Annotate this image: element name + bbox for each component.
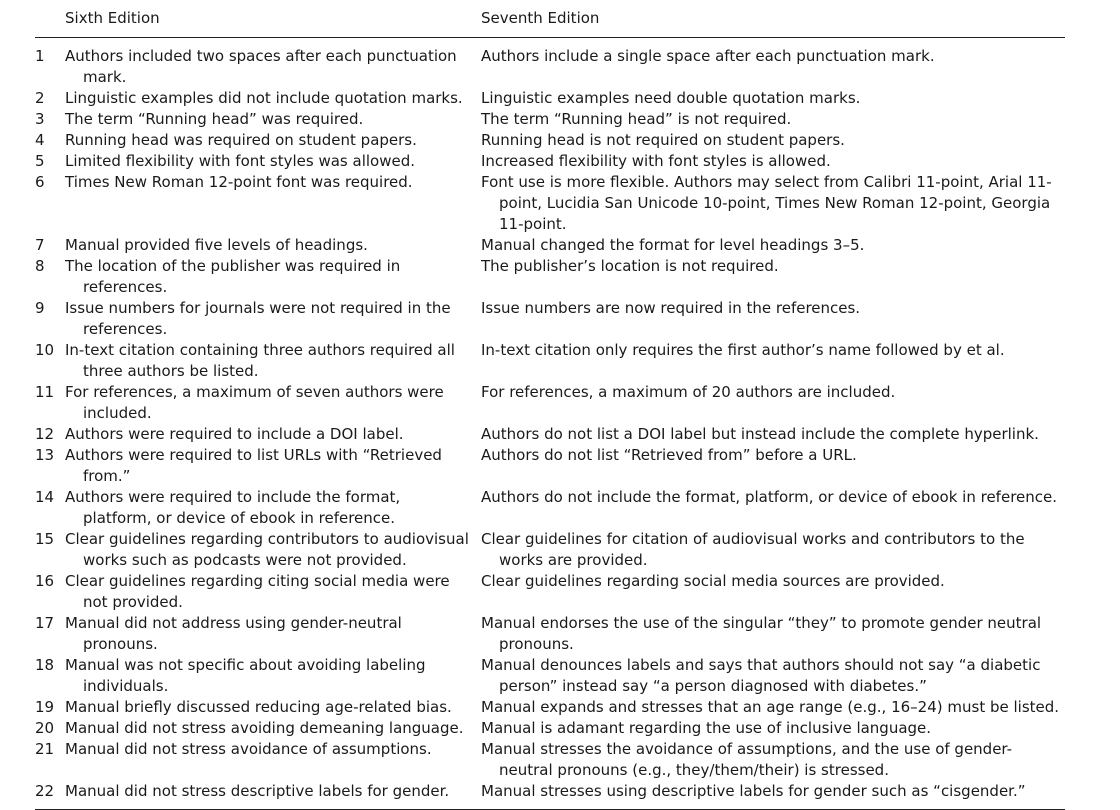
sixth-edition-cell xyxy=(65,697,481,718)
table-row xyxy=(35,718,1065,739)
sixth-edition-text: Authors were required to include the format, platform, or device of ebook in reference. xyxy=(65,488,401,527)
seventh-edition-text: The publisher’s location is not required. xyxy=(481,257,779,275)
seventh-edition-text: Issue numbers are now required in the references. xyxy=(481,299,861,317)
table-row xyxy=(35,340,1065,382)
sixth-edition-cell xyxy=(65,529,481,571)
table-row xyxy=(35,235,1065,256)
sixth-edition-cell xyxy=(65,382,481,424)
seventh-edition-cell xyxy=(481,151,1065,172)
table-row xyxy=(35,256,1065,298)
sixth-edition-cell xyxy=(65,298,481,340)
table-row xyxy=(35,571,1065,613)
row-number: 8 xyxy=(35,257,45,275)
row-number: 14 xyxy=(35,488,55,506)
table-row xyxy=(35,487,1065,529)
table-row xyxy=(35,130,1065,151)
row-number: 19 xyxy=(35,698,55,716)
seventh-edition-text: Manual expands and stresses that an age range (e.g., 16–24) must be listed. xyxy=(481,698,1060,716)
header-number xyxy=(35,4,65,38)
row-number: 6 xyxy=(35,173,45,191)
sixth-edition-cell xyxy=(65,38,481,89)
seventh-edition-cell xyxy=(481,529,1065,571)
header-seventh-edition: Seventh Edition xyxy=(481,4,1065,38)
table-row xyxy=(35,38,1065,89)
sixth-edition-text: For references, a maximum of seven authors were included. xyxy=(65,383,444,422)
row-number: 13 xyxy=(35,446,55,464)
sixth-edition-text: In-text citation containing three authors required all three authors be listed. xyxy=(65,341,455,380)
sixth-edition-text: Running head was required on student papers. xyxy=(65,131,417,149)
sixth-edition-text: Manual briefly discussed reducing age-related bias. xyxy=(65,698,452,716)
sixth-edition-text: Manual provided five levels of headings. xyxy=(65,236,368,254)
sixth-edition-cell xyxy=(65,151,481,172)
sixth-edition-cell xyxy=(65,613,481,655)
table-body xyxy=(35,38,1065,810)
seventh-edition-cell xyxy=(481,298,1065,340)
seventh-edition-cell xyxy=(481,382,1065,424)
seventh-edition-cell xyxy=(481,655,1065,697)
row-number: 20 xyxy=(35,719,55,737)
table-row xyxy=(35,529,1065,571)
sixth-edition-text: Authors were required to include a DOI label. xyxy=(65,425,404,443)
sixth-edition-cell xyxy=(65,172,481,235)
seventh-edition-cell xyxy=(481,130,1065,151)
sixth-edition-text: Manual did not stress avoiding demeaning language. xyxy=(65,719,464,737)
row-number: 7 xyxy=(35,236,45,254)
seventh-edition-text: Manual stresses using descriptive labels for gender such as “cisgender.” xyxy=(481,782,1026,800)
sixth-edition-text: Authors were required to list URLs with “Retrieved from.” xyxy=(65,446,442,485)
table-row xyxy=(35,109,1065,130)
table-row xyxy=(35,88,1065,109)
seventh-edition-text: Increased flexibility with font styles is allowed. xyxy=(481,152,831,170)
table-row xyxy=(35,298,1065,340)
row-number: 9 xyxy=(35,299,45,317)
sixth-edition-cell xyxy=(65,487,481,529)
sixth-edition-cell xyxy=(65,739,481,781)
seventh-edition-cell xyxy=(481,38,1065,89)
sixth-edition-text: The term “Running head” was required. xyxy=(65,110,364,128)
table-row xyxy=(35,613,1065,655)
seventh-edition-cell xyxy=(481,340,1065,382)
seventh-edition-text: Manual stresses the avoidance of assumptions, and the use of gender-neutral pronouns (e.g., they/them/their) is stressed. xyxy=(481,740,1013,779)
seventh-edition-text: In-text citation only requires the first author’s name followed by et al. xyxy=(481,341,1005,359)
seventh-edition-text: Authors do not list “Retrieved from” before a URL. xyxy=(481,446,857,464)
sixth-edition-cell xyxy=(65,109,481,130)
sixth-edition-cell xyxy=(65,88,481,109)
sixth-edition-cell xyxy=(65,655,481,697)
seventh-edition-text: Manual changed the format for level headings 3–5. xyxy=(481,236,865,254)
table-row xyxy=(35,697,1065,718)
table-row xyxy=(35,172,1065,235)
sixth-edition-cell xyxy=(65,424,481,445)
row-number: 18 xyxy=(35,656,55,674)
sixth-edition-text: Authors included two spaces after each punctuation mark. xyxy=(65,47,457,86)
row-number: 17 xyxy=(35,614,55,632)
seventh-edition-text: Linguistic examples need double quotation marks. xyxy=(481,89,861,107)
seventh-edition-cell xyxy=(481,256,1065,298)
seventh-edition-cell xyxy=(481,172,1065,235)
seventh-edition-cell xyxy=(481,718,1065,739)
row-number: 21 xyxy=(35,740,55,758)
seventh-edition-cell xyxy=(481,739,1065,781)
sixth-edition-text: The location of the publisher was required in references. xyxy=(65,257,401,296)
sixth-edition-cell xyxy=(65,781,481,810)
seventh-edition-text: Font use is more flexible. Authors may select from Calibri 11-point, Arial 11-point, Lucidia San Unicode 10-point, Times New Roman 12-point, Georgia 11-point. xyxy=(481,173,1052,233)
seventh-edition-text: Manual denounces labels and says that authors should not say “a diabetic person” instead say “a person diagnosed with diabetes.” xyxy=(481,656,1041,695)
sixth-edition-text: Times New Roman 12-point font was required. xyxy=(65,173,413,191)
seventh-edition-cell xyxy=(481,781,1065,810)
sixth-edition-text: Manual did not stress avoidance of assumptions. xyxy=(65,740,432,758)
sixth-edition-text: Manual was not specific about avoiding labeling individuals. xyxy=(65,656,426,695)
sixth-edition-cell xyxy=(65,571,481,613)
sixth-edition-cell xyxy=(65,235,481,256)
sixth-edition-cell xyxy=(65,340,481,382)
row-number: 3 xyxy=(35,110,45,128)
seventh-edition-text: Clear guidelines for citation of audiovisual works and contributors to the works are provided. xyxy=(481,530,1025,569)
seventh-edition-text: Manual endorses the use of the singular “they” to promote gender neutral pronouns. xyxy=(481,614,1042,653)
table-row xyxy=(35,739,1065,781)
sixth-edition-text: Clear guidelines regarding citing social media were not provided. xyxy=(65,572,450,611)
seventh-edition-text: For references, a maximum of 20 authors are included. xyxy=(481,383,896,401)
seventh-edition-text: Manual is adamant regarding the use of inclusive language. xyxy=(481,719,932,737)
header-sixth-edition: Sixth Edition xyxy=(65,4,481,38)
seventh-edition-cell xyxy=(481,235,1065,256)
sixth-edition-cell xyxy=(65,445,481,487)
seventh-edition-cell xyxy=(481,445,1065,487)
seventh-edition-cell xyxy=(481,697,1065,718)
sixth-edition-text: Manual did not stress descriptive labels for gender. xyxy=(65,782,450,800)
row-number: 10 xyxy=(35,341,55,359)
seventh-edition-text: Authors do not list a DOI label but instead include the complete hyperlink. xyxy=(481,425,1039,443)
seventh-edition-text: Running head is not required on student papers. xyxy=(481,131,845,149)
row-number: 12 xyxy=(35,425,55,443)
row-number: 2 xyxy=(35,89,45,107)
table-row xyxy=(35,445,1065,487)
sixth-edition-text: Clear guidelines regarding contributors to audiovisual works such as podcasts were not provided. xyxy=(65,530,469,569)
sixth-edition-cell xyxy=(65,130,481,151)
seventh-edition-cell xyxy=(481,88,1065,109)
apa-edition-comparison-table xyxy=(35,4,1065,810)
table-row xyxy=(35,151,1065,172)
seventh-edition-text: The term “Running head” is not required. xyxy=(481,110,792,128)
seventh-edition-text: Clear guidelines regarding social media sources are provided. xyxy=(481,572,945,590)
row-number: 1 xyxy=(35,47,45,65)
sixth-edition-text: Linguistic examples did not include quotation marks. xyxy=(65,89,463,107)
row-number: 15 xyxy=(35,530,55,548)
row-number: 16 xyxy=(35,572,55,590)
seventh-edition-cell xyxy=(481,487,1065,529)
row-number: 22 xyxy=(35,781,65,810)
seventh-edition-cell xyxy=(481,571,1065,613)
seventh-edition-text: Authors do not include the format, platform, or device of ebook in reference. xyxy=(481,488,1058,506)
row-number: 5 xyxy=(35,152,45,170)
comparison-table-container xyxy=(35,4,1065,810)
sixth-edition-text: Limited flexibility with font styles was allowed. xyxy=(65,152,416,170)
table-row xyxy=(35,781,1065,810)
table-header xyxy=(35,4,1065,38)
table-row xyxy=(35,655,1065,697)
seventh-edition-text: Authors include a single space after each punctuation mark. xyxy=(481,47,935,65)
sixth-edition-cell xyxy=(65,718,481,739)
table-row xyxy=(35,424,1065,445)
seventh-edition-cell xyxy=(481,109,1065,130)
sixth-edition-text: Manual did not address using gender-neutral pronouns. xyxy=(65,614,402,653)
seventh-edition-cell xyxy=(481,424,1065,445)
header-row xyxy=(35,4,1065,38)
seventh-edition-cell xyxy=(481,613,1065,655)
row-number: 4 xyxy=(35,131,45,149)
table-row xyxy=(35,382,1065,424)
row-number: 11 xyxy=(35,383,55,401)
sixth-edition-cell xyxy=(65,256,481,298)
sixth-edition-text: Issue numbers for journals were not required in the references. xyxy=(65,299,451,338)
